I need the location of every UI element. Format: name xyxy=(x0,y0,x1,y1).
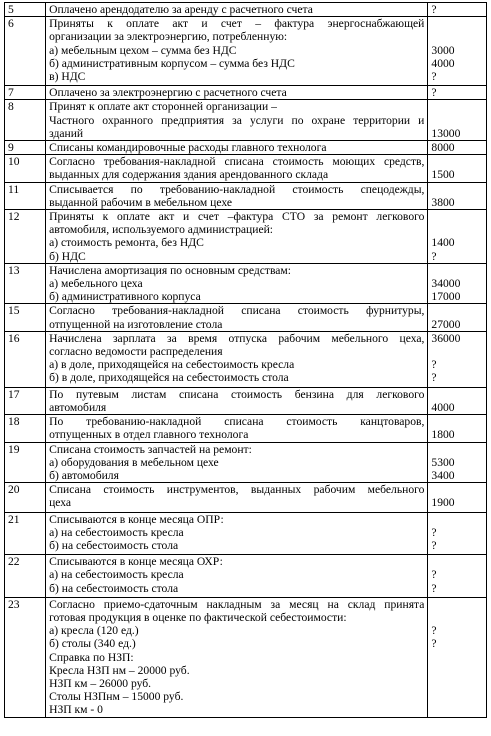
amount-cell xyxy=(428,3,487,17)
row-number: 18 xyxy=(5,415,46,442)
description-line: НЗП км – 26000 руб. xyxy=(49,676,152,690)
description-line: Частного охранного предприятия за услуги по охране территории и xyxy=(49,113,425,127)
amount-value: 1900 xyxy=(431,496,455,510)
description-line: в) НДС xyxy=(49,70,86,84)
table-row xyxy=(5,597,487,717)
amount-cell xyxy=(428,141,487,155)
amount-value: ? xyxy=(431,568,437,582)
amount-value xyxy=(431,17,483,30)
amount-cell xyxy=(428,304,487,331)
amount-cell xyxy=(428,512,487,555)
description-line: цеха xyxy=(49,496,72,510)
operation-description xyxy=(46,17,428,86)
operation-description xyxy=(46,210,428,264)
amount-value xyxy=(431,264,483,277)
row-number: 16 xyxy=(5,331,46,387)
description-line: НЗП км - 0 xyxy=(49,703,103,717)
amount-value: 17000 xyxy=(431,290,461,304)
description-line: Справка по НЗП: xyxy=(49,650,134,664)
description-line: б) автомобиля xyxy=(49,468,119,482)
description-line: Списываются в конце месяца ОХР: xyxy=(49,555,223,569)
table-row xyxy=(5,155,487,182)
operation-description xyxy=(46,331,428,387)
amount-value: 4000 xyxy=(431,56,455,70)
row-number: 10 xyxy=(5,155,46,182)
amount-value xyxy=(431,100,483,113)
row-number: 13 xyxy=(5,263,46,304)
description-line: Оплачено за электроэнергию с расчетного счета xyxy=(49,86,287,100)
row-number: 11 xyxy=(5,182,46,209)
description-line: Списывается по требованию-накладной стоимость спецодежды, xyxy=(49,182,425,196)
description-line: Списана стоимость инструментов, выданных рабочим мебельного xyxy=(49,483,425,497)
amount-value: 8000 xyxy=(431,141,455,155)
operation-description xyxy=(46,3,428,17)
amount-value: ? xyxy=(431,358,437,372)
amount-value: 1800 xyxy=(431,428,455,442)
row-number: 12 xyxy=(5,210,46,264)
amount-value xyxy=(431,30,483,43)
operation-description xyxy=(46,141,428,155)
transactions-body xyxy=(5,3,487,718)
description-line: а) на себестоимость кресла xyxy=(49,525,184,539)
amount-value: 1400 xyxy=(431,236,455,250)
table-row xyxy=(5,387,487,414)
amount-value: ? xyxy=(431,70,437,84)
table-row xyxy=(5,415,487,442)
amount-value: ? xyxy=(431,624,437,638)
table-row xyxy=(5,210,487,264)
operation-description xyxy=(46,442,428,483)
description-line: Начислена амортизация по основным средствам: xyxy=(49,263,291,277)
amount-value xyxy=(431,183,483,196)
table-row xyxy=(5,86,487,100)
operation-description xyxy=(46,155,428,182)
table-row xyxy=(5,442,487,483)
amount-cell xyxy=(428,182,487,209)
amount-cell xyxy=(428,210,487,264)
amount-cell xyxy=(428,100,487,141)
amount-cell xyxy=(428,86,487,100)
table-row xyxy=(5,263,487,304)
row-number: 9 xyxy=(5,141,46,155)
row-number: 6 xyxy=(5,17,46,86)
amount-cell xyxy=(428,155,487,182)
description-line: б) НДС xyxy=(49,249,86,263)
amount-value: ? xyxy=(431,249,437,263)
amount-value xyxy=(431,677,483,690)
description-line: б) административным корпусом – сумма без НДС xyxy=(49,56,295,70)
description-line: а) оборудования в мебельном цехе xyxy=(49,455,219,469)
description-line: По путевым листам списана стоимость бензина для легкового xyxy=(49,387,425,401)
amount-value xyxy=(431,690,483,703)
amount-value xyxy=(431,555,483,568)
description-line: Приняты к оплате акт и счет – фактура энергоснабжающей xyxy=(49,17,425,31)
table-row xyxy=(5,3,487,17)
amount-value xyxy=(431,210,483,223)
amount-value xyxy=(431,611,483,624)
row-number: 21 xyxy=(5,512,46,555)
amount-value: ? xyxy=(431,581,437,595)
description-line: а) в доле, приходящейся на себестоимость кресла xyxy=(49,358,295,372)
table-row xyxy=(5,555,487,598)
amount-cell xyxy=(428,483,487,512)
description-line: автомобиля, используемого администрацией: xyxy=(49,223,274,237)
amount-value xyxy=(431,114,483,127)
description-line: а) мебельным цехом – сумма без НДС xyxy=(49,43,237,57)
amount-cell xyxy=(428,442,487,483)
description-line: а) стоимость ремонта, без НДС xyxy=(49,236,204,250)
amount-value: 4000 xyxy=(431,400,455,414)
description-line: Столы НЗПнм – 15000 руб. xyxy=(49,690,184,704)
row-number: 15 xyxy=(5,304,46,331)
row-number: 8 xyxy=(5,100,46,141)
description-line: согласно ведомости распределения xyxy=(49,345,223,359)
operation-description xyxy=(46,415,428,442)
amount-cell xyxy=(428,17,487,86)
description-line: б) на себестоимость стола xyxy=(49,581,179,595)
row-number: 7 xyxy=(5,86,46,100)
amount-value xyxy=(431,415,483,428)
amount-value: 3400 xyxy=(431,468,455,482)
amount-value: 5300 xyxy=(431,455,455,469)
table-row xyxy=(5,182,487,209)
description-line: организации за электроэнергию, потребленную: xyxy=(49,30,288,44)
table-row xyxy=(5,100,487,141)
description-line: Списана стоимость запчастей на ремонт: xyxy=(49,442,252,456)
operation-description xyxy=(46,555,428,598)
description-line: готовая продукция в оценке по фактической себестоимости: xyxy=(49,610,347,624)
description-line: Согласно требования-накладной списана стоимость фурнитуры, xyxy=(49,304,425,318)
operation-description xyxy=(46,182,428,209)
amount-value xyxy=(431,155,483,168)
amount-value xyxy=(431,443,483,456)
amount-value: ? xyxy=(431,3,437,16)
transactions-table xyxy=(4,2,487,718)
description-line: отпущенных в отдел главного технолога xyxy=(49,428,249,442)
description-line: отпущенной на изготовление стола xyxy=(49,317,223,331)
amount-value xyxy=(431,651,483,664)
amount-value xyxy=(431,598,483,611)
description-line: зданий xyxy=(49,126,84,140)
amount-value xyxy=(431,703,483,716)
description-line: автомобиля xyxy=(49,400,107,414)
description-line: а) мебельного цеха xyxy=(49,277,143,291)
table-row xyxy=(5,331,487,387)
amount-value xyxy=(431,304,483,317)
table-row xyxy=(5,512,487,555)
description-line: Оплачено арендодателю за аренду с расчетного счета xyxy=(49,3,313,16)
amount-cell xyxy=(428,331,487,387)
operation-description xyxy=(46,483,428,512)
row-number: 20 xyxy=(5,483,46,512)
amount-value: 1500 xyxy=(431,168,455,182)
amount-value: 3800 xyxy=(431,195,455,209)
amount-value xyxy=(431,388,483,401)
amount-cell xyxy=(428,597,487,717)
amount-value: 36000 xyxy=(431,331,461,345)
description-line: Кресла НЗП нм – 20000 руб. xyxy=(49,663,190,677)
amount-cell xyxy=(428,263,487,304)
description-line: б) в доле, приходящейся на себестоимость стола xyxy=(49,371,289,385)
operation-description xyxy=(46,304,428,331)
description-line: выданных для содержания здания арендованного склада xyxy=(49,168,329,182)
description-line: б) административного корпуса xyxy=(49,290,201,304)
description-line: Согласно требования-накладной списана стоимость моющих средств, xyxy=(49,155,425,169)
description-line: Списаны командировочные расходы главного технолога xyxy=(49,141,327,155)
description-line: По требованию-накладной списана стоимость канцтоваров, xyxy=(49,415,425,429)
description-line: Приняты к оплате акт и счет –фактура СТО за ремонт легкового xyxy=(49,210,425,224)
row-number: 17 xyxy=(5,387,46,414)
description-line: б) на себестоимость стола xyxy=(49,538,179,552)
amount-value xyxy=(431,223,483,236)
operation-description xyxy=(46,263,428,304)
table-row xyxy=(5,141,487,155)
row-number: 22 xyxy=(5,555,46,598)
description-line: выданной рабочим в мебельном цехе xyxy=(49,195,233,209)
description-line: б) столы (340 ед.) xyxy=(49,637,136,651)
amount-value: ? xyxy=(431,371,437,385)
operation-description xyxy=(46,86,428,100)
amount-value: ? xyxy=(431,525,437,539)
description-line: Принят к оплате акт сторонней организации – xyxy=(49,100,277,114)
amount-cell xyxy=(428,387,487,414)
row-number: 19 xyxy=(5,442,46,483)
amount-cell xyxy=(428,415,487,442)
operation-description xyxy=(46,512,428,555)
operation-description xyxy=(46,387,428,414)
row-number: 23 xyxy=(5,597,46,717)
table-row xyxy=(5,304,487,331)
amount-value: 34000 xyxy=(431,277,461,291)
amount-value: 13000 xyxy=(431,126,461,140)
description-line: а) кресла (120 ед.) xyxy=(49,624,139,638)
amount-value xyxy=(431,513,483,526)
amount-value: 27000 xyxy=(431,317,461,331)
amount-value: ? xyxy=(431,86,437,100)
operation-description xyxy=(46,597,428,717)
amount-cell xyxy=(428,555,487,598)
amount-value xyxy=(431,664,483,677)
amount-value: ? xyxy=(431,538,437,552)
description-line: Согласно приемо-сдаточным накладным за месяц на склад принята xyxy=(49,597,425,611)
description-line: Начислена зарплата за время отпуска рабочим мебельного цеха, xyxy=(49,331,425,345)
table-row xyxy=(5,17,487,86)
table-row xyxy=(5,483,487,512)
operation-description xyxy=(46,100,428,141)
amount-value: ? xyxy=(431,637,437,651)
amount-value: 3000 xyxy=(431,43,455,57)
amount-value xyxy=(431,483,483,496)
row-number: 5 xyxy=(5,3,46,17)
description-line: а) на себестоимость кресла xyxy=(49,568,184,582)
description-line: Списываются в конце месяца ОПР: xyxy=(49,512,224,526)
amount-value xyxy=(431,345,483,358)
